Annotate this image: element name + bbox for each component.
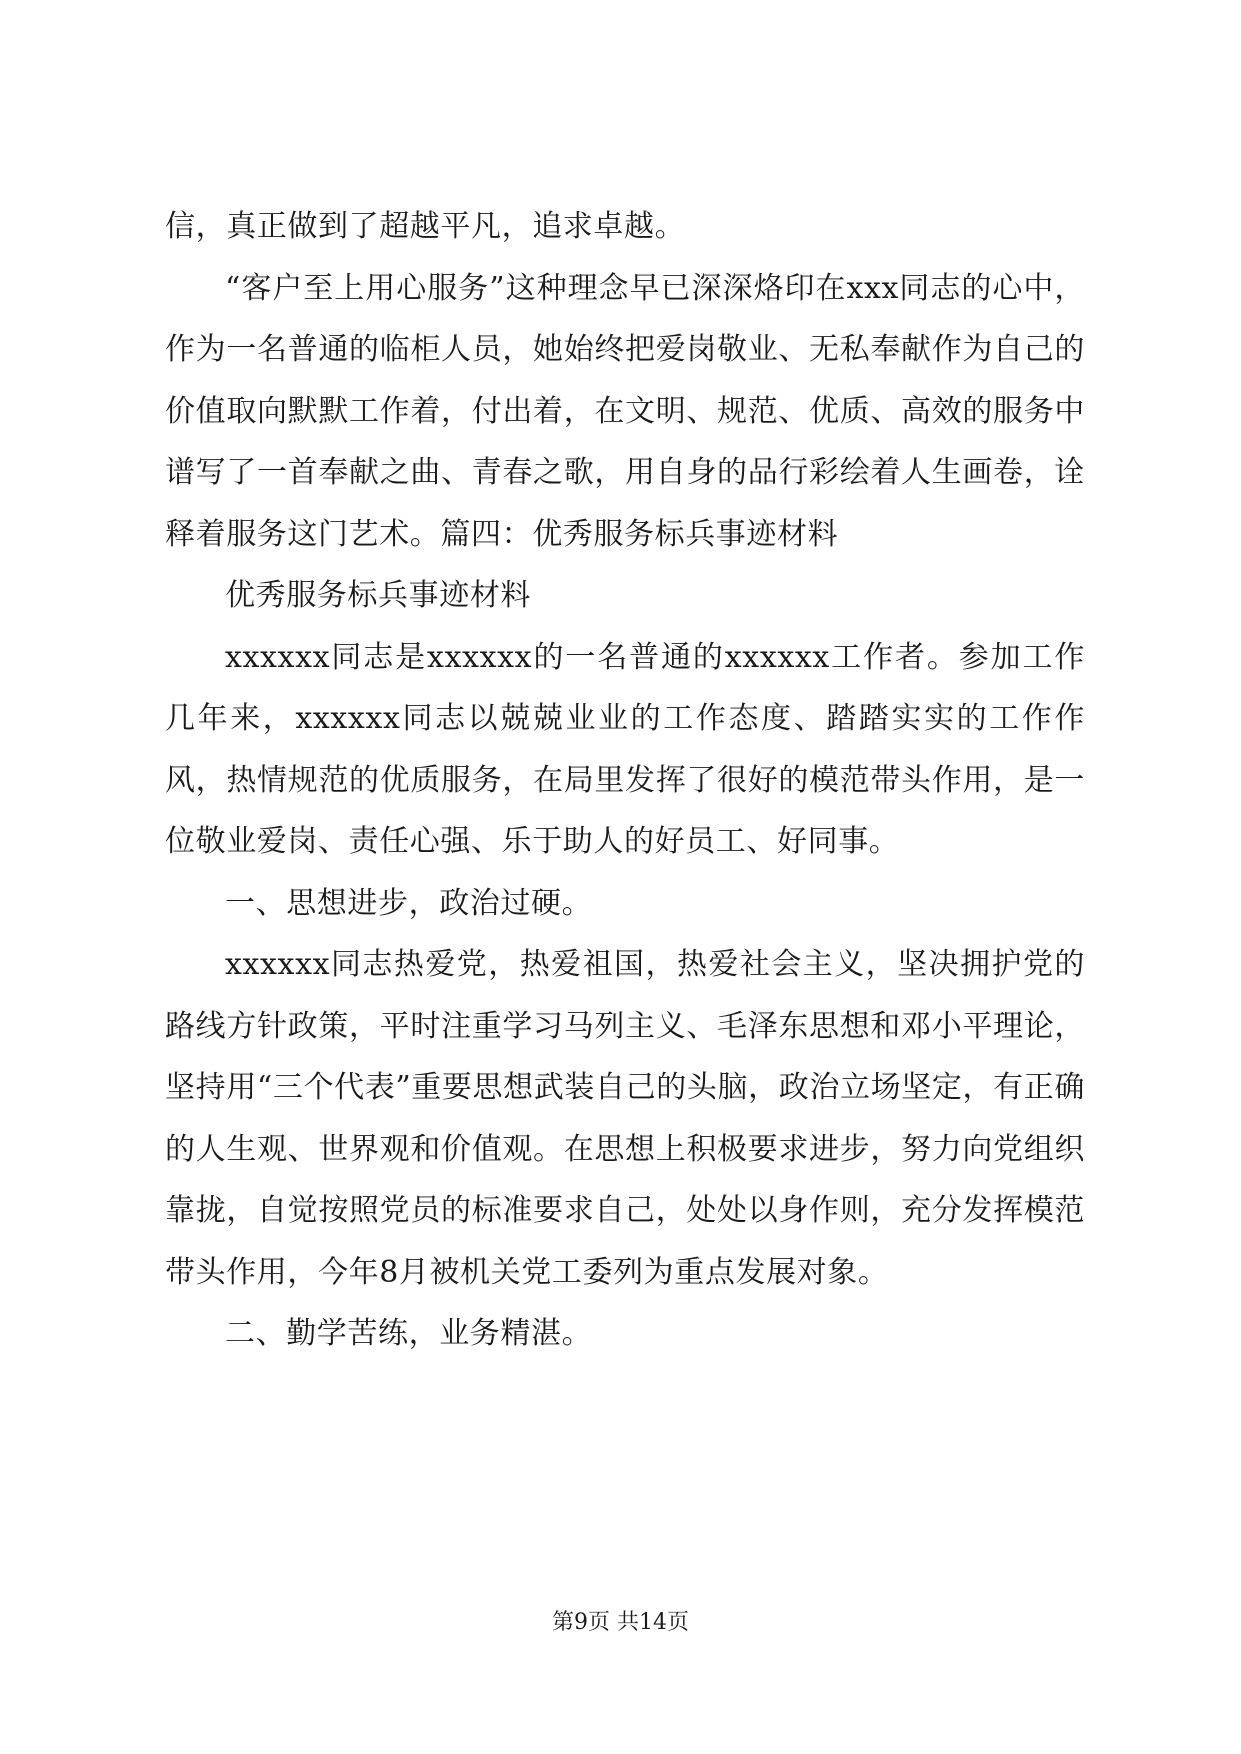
section-title: 优秀服务标兵事迹材料 bbox=[225, 578, 531, 613]
heading-one: 一、思想进步，政治过硬。 bbox=[225, 885, 593, 921]
paragraph-3: xxxxxx同志是xxxxxx的一名普通的xxxxxx工作者。参加工作几年来，xxxxxx同志以兢兢业业的工作态度、踏踏实实的工作作风，热情规范的优质服务，在局里发挥了很好的模范带头作用，是一位敬业爱岗、责任心强、乐于助人的好员工、好同事。 bbox=[165, 639, 1085, 859]
paragraph-4: xxxxxx同志热爱党，热爱祖国，热爱社会主义，坚决拥护党的路线方针政策，平时注重学习马列主义、毛泽东思想和邓小平理论，坚持用“三个代表”重要思想武装自己的头脑，政治立场坚定，有正确的人生观、世界观和价值观。在思想上积极要求进步，努力向党组织靠拢，自觉按照党员的标准要求自己，处处以身作则，充分发挥模范带头作用，今年8月被机关党工委列为重点发展对象。 bbox=[165, 947, 1085, 1290]
document-body bbox=[165, 196, 1085, 1365]
heading-two: 二、勤学苦练，业务精湛。 bbox=[225, 1316, 593, 1351]
paragraph-2: “客户至上用心服务”这种理念早已深深烙印在xxx同志的心中，作为一名普通的临柜人员，她始终把爱岗敬业、无私奉献作为自己的价值取向默默工作着，付出着，在文明、规范、优质、高效的服务中谱写了一首奉献之曲、青春之歌，用自身的品行彩绘着人生画卷，诠释着服务这门艺术。篇四：优秀服务标兵事迹材料 bbox=[165, 270, 1085, 552]
page-number-footer: 第9页 共14页 bbox=[552, 1610, 689, 1635]
paragraph-1: 信，真正做到了超越平凡，追求卓越。 bbox=[165, 209, 686, 244]
